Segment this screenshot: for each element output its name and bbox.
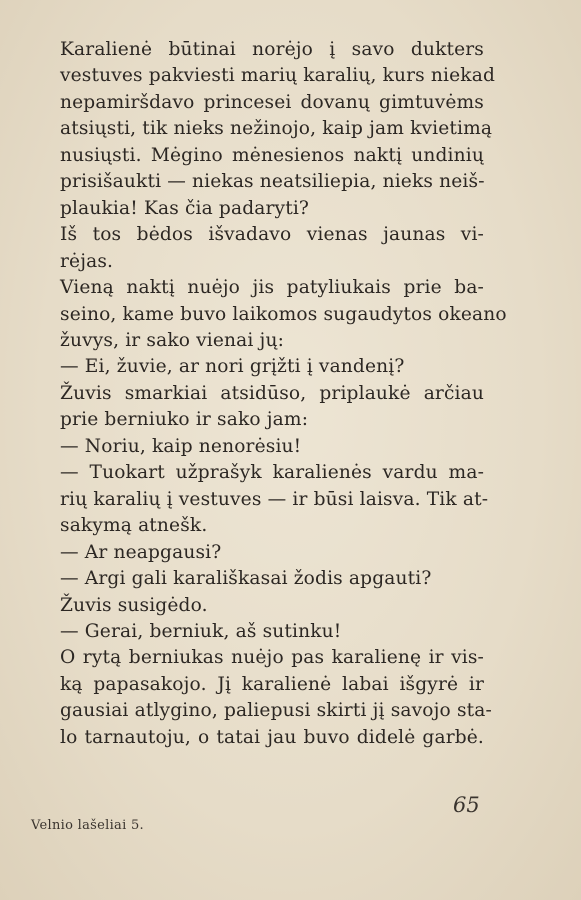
text-line: gausiai atlygino, paliepusi skirti jį savojo sta- xyxy=(60,700,492,722)
page-number: 65 xyxy=(453,793,480,817)
text-line: — Tuokart užprašyk karalienės vardu ma- xyxy=(60,462,484,484)
text-line: atsiųsti, tik nieks nežinojo, kaip jam kvietimą xyxy=(60,118,493,140)
body-text xyxy=(60,37,507,751)
text-line: sakymą atnešk. xyxy=(60,515,208,537)
text-line: rėjas. xyxy=(60,250,114,272)
text-line: — Noriu, kaip nenorėsiu! xyxy=(60,435,302,457)
text-line: — Ei, žuvie, ar nori grįžti į vandenį? xyxy=(60,356,405,378)
text-line: rių karalių į vestuves — ir būsi laisva. Tik at- xyxy=(60,488,489,510)
text-line: lo tarnautoju, o tatai jau buvo didelė garbė. xyxy=(60,726,484,748)
text-line: — Gerai, berniuk, aš sutinku! xyxy=(60,620,342,642)
text-line: vestuves pakviesti marių karalių, kurs niekad xyxy=(60,65,496,87)
text-line: Iš tos bėdos išvadavo vienas jaunas vi- xyxy=(60,224,484,246)
text-line: žuvys, ir sako vienai jų: xyxy=(60,329,285,351)
text-line: seino, kame buvo laikomos sugaudytos okeano xyxy=(60,303,507,325)
text-line: nusiųsti. Mėgino mėnesienos naktį undinių xyxy=(60,144,484,166)
text-line: — Ar neapgausi? xyxy=(60,541,222,563)
text-line: prie berniuko ir sako jam: xyxy=(60,409,309,431)
text-line: Vieną naktį nuėjo jis patyliukais prie ba- xyxy=(60,277,484,299)
text-line: ką papasakojo. Jį karalienė labai išgyrė ir xyxy=(60,673,484,695)
text-line: plaukia! Kas čia padaryti? xyxy=(60,197,310,219)
text-line: Žuvis smarkiai atsidūso, priplaukė arčiau xyxy=(60,382,484,404)
signature-mark: Velnio lašeliai 5. xyxy=(31,818,144,833)
text-line: Karalienė būtinai norėjo į savo dukters xyxy=(60,39,484,60)
text-line: prisišaukti — niekas neatsiliepia, nieks neiš- xyxy=(60,171,485,193)
text-line: — Argi gali karališkasai žodis apgauti? xyxy=(60,568,432,590)
text-line: O rytą berniukas nuėjo pas karalienę ir vis- xyxy=(60,647,484,669)
text-line: Žuvis susigėdo. xyxy=(60,594,208,616)
text-line: nepamiršdavo princesei dovanų gimtuvėms xyxy=(60,91,484,113)
